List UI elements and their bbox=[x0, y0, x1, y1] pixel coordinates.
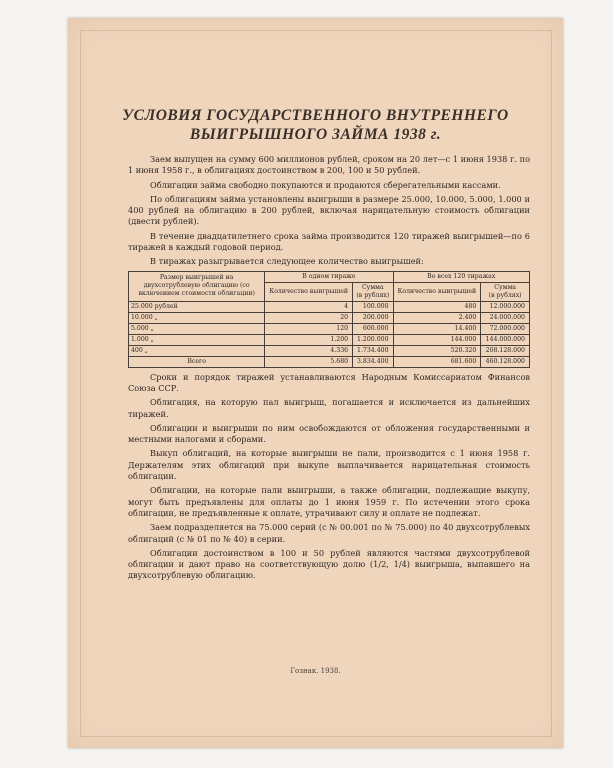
title-line-2: ВЫИГРЫШНОГО ЗАЙМА 1938 г. bbox=[189, 126, 442, 143]
header-sum: Сумма (в рублях) bbox=[353, 282, 393, 301]
paragraph: Заем выпущен на сумму 600 миллионов рублей, сроком на 20 лет—с 1 июня 1938 г. по 1 июня 1958 г., в облигациях достоинством в 200, 100 и 50 рублей. bbox=[128, 154, 530, 176]
bond-sheet bbox=[68, 18, 563, 748]
paragraph: Облигации, на которые пали выигрыши, а также облигации, подлежащие выкупу, могут быть предъявлены для оплаты до 1 июня 1959 г. По истечении этого срока облигации, не предъявленные к оплате, утрачивают силу и оплате не подлежат. bbox=[128, 485, 530, 518]
paragraph: По облигациям займа установлены выигрыши в размере 25.000, 10.000, 5.000, 1.000 и 400 рублей на облигацию в 200 рублей, включая нарицательную стоимость облигации (двести рублей). bbox=[128, 193, 530, 227]
document-body bbox=[128, 154, 530, 585]
header-all-draws: Во всех 120 тиражах bbox=[393, 271, 529, 282]
header-one-draw: В одном тираже bbox=[265, 271, 393, 282]
table-row: 10.000 „ 20 200.000 2.400 24.000.000 bbox=[129, 312, 530, 323]
document-title bbox=[68, 106, 563, 144]
paragraph: Облигации и выигрыши по ним освобождаются от обложения государственными и местными налогами и сборами. bbox=[128, 422, 530, 445]
paragraph: Выкуп облигаций, на которые выигрыши не пали, производится с 1 июня 1958 г. Держателям этих облигаций при выкупе выплачивается нарицательная стоимость облигации. bbox=[128, 448, 530, 482]
paragraph: В тиражах разыгрывается следующее количество выигрышей: bbox=[150, 256, 424, 267]
paragraph: Заем подразделяется на 75.000 серий (с № 00.001 по № 75.000) по 40 двухсотрублевых облигаций (с № 01 по № 40) в серии. bbox=[128, 522, 530, 544]
table-row: 400 „ 4.336 1.734.400 520.320 208.128.000 bbox=[129, 345, 530, 356]
header-count: Количество выигрышей bbox=[265, 282, 353, 301]
paragraph: В течение двадцатилетнего срока займа производится 120 тиражей выигрышей—по 6 тиражей в каждый годовой период. bbox=[128, 230, 530, 253]
table-row: 1.000 „ 1.200 1.200.000 144.000 144.000.000 bbox=[129, 334, 530, 345]
paragraph: Облигации займа свободно покупаются и продаются сберегательными кассами. bbox=[150, 179, 501, 190]
table-total-row: Всего 5.680 3.834.400 681.600 460.128.000 bbox=[129, 356, 530, 367]
paragraph: Облигация, на которую пал выигрыш, погашается и исключается из дальнейших тиражей. bbox=[128, 397, 530, 419]
title-line-1: УСЛОВИЯ ГОСУДАРСТВЕННОГО ВНУТРЕННЕГО bbox=[122, 107, 509, 124]
table-row: 5.000 „ 120 600.000 14.400 72.000.000 bbox=[129, 323, 530, 334]
prize-table bbox=[128, 271, 530, 368]
header-prize-size: Размер выигрышей на двухсотрублевую облигацию (со включением стоимости облигации) bbox=[129, 271, 265, 301]
header-count: Количество выигрышей bbox=[393, 282, 481, 301]
paragraph: Облигации достоинством в 100 и 50 рублей являются частями двухсотрублевой облигации и дают право на соответствующую долю (1/2, 1/4) выигрыша, выпавшего на двухсотрублевую облигацию. bbox=[128, 547, 530, 581]
header-sum: Сумма (в рублях) bbox=[481, 282, 530, 301]
printer-imprint: Гознак. 1938. bbox=[290, 667, 341, 675]
paragraph: Сроки и порядок тиражей устанавливаются Народным Комиссариатом Финансов Союза ССР. bbox=[128, 371, 530, 393]
table-row: 25.000 рублей 4 100.000 480 12.000.000 bbox=[129, 301, 530, 312]
